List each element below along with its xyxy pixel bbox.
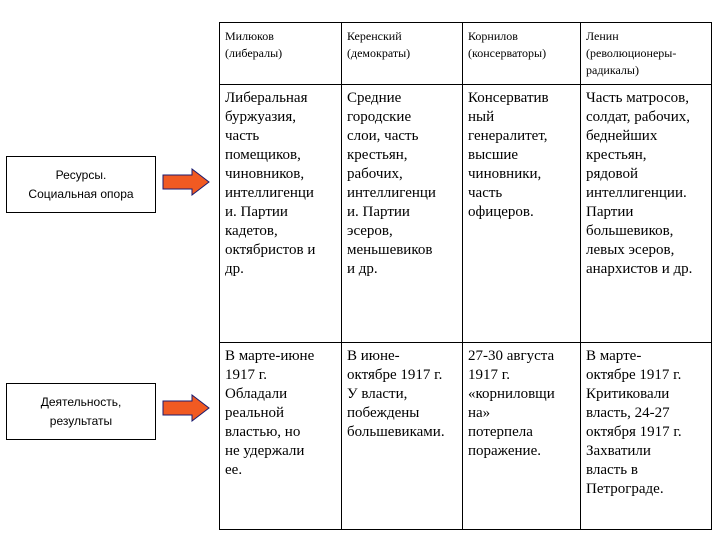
activity-label-box: [6, 383, 156, 440]
cell-line: 1917 г.: [225, 367, 267, 383]
cell-line: левых эсеров,: [586, 242, 675, 258]
cell-line: власть в: [586, 462, 638, 478]
right-arrow-icon: [162, 168, 210, 196]
cell-line: кадетов,: [225, 223, 278, 239]
cell-line: и др.: [347, 261, 378, 277]
cell-line: реальной: [225, 405, 285, 421]
cell-line: анархистов и др.: [586, 261, 693, 277]
cell-line: Обладали: [225, 386, 288, 402]
cell-line: крестьян,: [347, 147, 408, 163]
table-cell: [463, 343, 581, 530]
header-line: (либералы): [225, 46, 283, 60]
cell-line: Часть матросов,: [586, 90, 689, 106]
cell-line: властью, но: [225, 424, 301, 440]
cell-line: побеждены: [347, 405, 420, 421]
cell-line: др.: [225, 261, 244, 277]
cell-line: 1917 г.: [468, 367, 510, 383]
header-line: радикалы): [586, 63, 639, 77]
cell-line: чиновников,: [225, 166, 305, 182]
cell-line: октябре 1917 г.: [586, 367, 682, 383]
cell-line: на»: [468, 405, 491, 421]
cell-line: Захватили: [586, 443, 651, 459]
cell-line: поражение.: [468, 443, 541, 459]
cell-line: интеллигенции.: [586, 185, 687, 201]
table-cell: [581, 85, 712, 343]
cell-line: чиновники,: [468, 166, 542, 182]
cell-line: В марте-: [586, 348, 642, 364]
cell-line: Средние: [347, 90, 402, 106]
cell-line: В марте-июне: [225, 348, 315, 364]
activity-row: [220, 343, 712, 530]
header-cell: [581, 23, 712, 85]
cell-line: солдат, рабочих,: [586, 109, 690, 125]
header-line: Ленин: [586, 29, 619, 43]
header-line: (консерваторы): [468, 46, 547, 60]
cell-line: городские: [347, 109, 412, 125]
cell-line: высшие: [468, 147, 519, 163]
right-arrow-icon: [162, 394, 210, 422]
cell-line: крестьян,: [586, 147, 647, 163]
resources-label-line2: Социальная опора: [28, 186, 134, 201]
cell-line: слои, часть: [347, 128, 419, 144]
cell-line: интеллигенци: [347, 185, 436, 201]
cell-line: большевиков,: [586, 223, 674, 239]
table-cell: [342, 343, 463, 530]
cell-line: октября 1917 г.: [586, 424, 682, 440]
resources-row: [220, 85, 712, 343]
resources-label-line1: Ресурсы.: [55, 167, 107, 182]
cell-line: ный: [468, 109, 495, 125]
cell-line: буржуазия,: [225, 109, 296, 125]
cell-line: интеллигенци: [225, 185, 314, 201]
header-cell: [220, 23, 342, 85]
table-cell: [342, 85, 463, 343]
cell-line: Критиковали: [586, 386, 670, 402]
table-cell: [220, 343, 342, 530]
cell-line: В июне-: [347, 348, 400, 364]
cell-line: У власти,: [347, 386, 408, 402]
resources-label-box: [6, 156, 156, 213]
cell-line: «корниловщи: [468, 386, 555, 402]
cell-line: 27-30 августа: [468, 348, 555, 364]
cell-line: часть: [225, 128, 260, 144]
cell-line: рядовой: [586, 166, 639, 182]
activity-label-line1: Деятельность,: [40, 394, 122, 409]
header-line: (революционеры-: [586, 46, 677, 60]
comparison-table: [219, 22, 712, 530]
cell-line: не удержали: [225, 443, 305, 459]
cell-line: Партии: [586, 204, 634, 220]
cell-line: помещиков,: [225, 147, 301, 163]
header-line: Корнилов: [468, 29, 518, 43]
cell-line: генералитет,: [468, 128, 548, 144]
cell-line: эсеров,: [347, 223, 393, 239]
cell-line: часть: [468, 185, 503, 201]
cell-line: Либеральная: [225, 90, 308, 106]
header-line: (демократы): [347, 46, 411, 60]
activity-label-line2: результаты: [49, 413, 113, 428]
header-cell: [463, 23, 581, 85]
cell-line: Петрограде.: [586, 481, 664, 497]
cell-line: офицеров.: [468, 204, 534, 220]
cell-line: меньшевиков: [347, 242, 433, 258]
table-cell: [220, 85, 342, 343]
cell-line: и. Партии: [225, 204, 288, 220]
cell-line: власть, 24-27: [586, 405, 670, 421]
cell-line: октябре 1917 г.: [347, 367, 443, 383]
cell-line: ее.: [225, 462, 243, 478]
header-line: Милюков: [225, 29, 274, 43]
cell-line: беднейших: [586, 128, 658, 144]
table-cell: [581, 343, 712, 530]
cell-line: рабочих,: [347, 166, 403, 182]
header-row: [220, 23, 712, 85]
header-line: Керенский: [347, 29, 402, 43]
cell-line: большевиками.: [347, 424, 445, 440]
cell-line: Консерватив: [468, 90, 549, 106]
header-cell: [342, 23, 463, 85]
cell-line: потерпела: [468, 424, 533, 440]
cell-line: октябристов и: [225, 242, 316, 258]
cell-line: и. Партии: [347, 204, 410, 220]
table-cell: [463, 85, 581, 343]
